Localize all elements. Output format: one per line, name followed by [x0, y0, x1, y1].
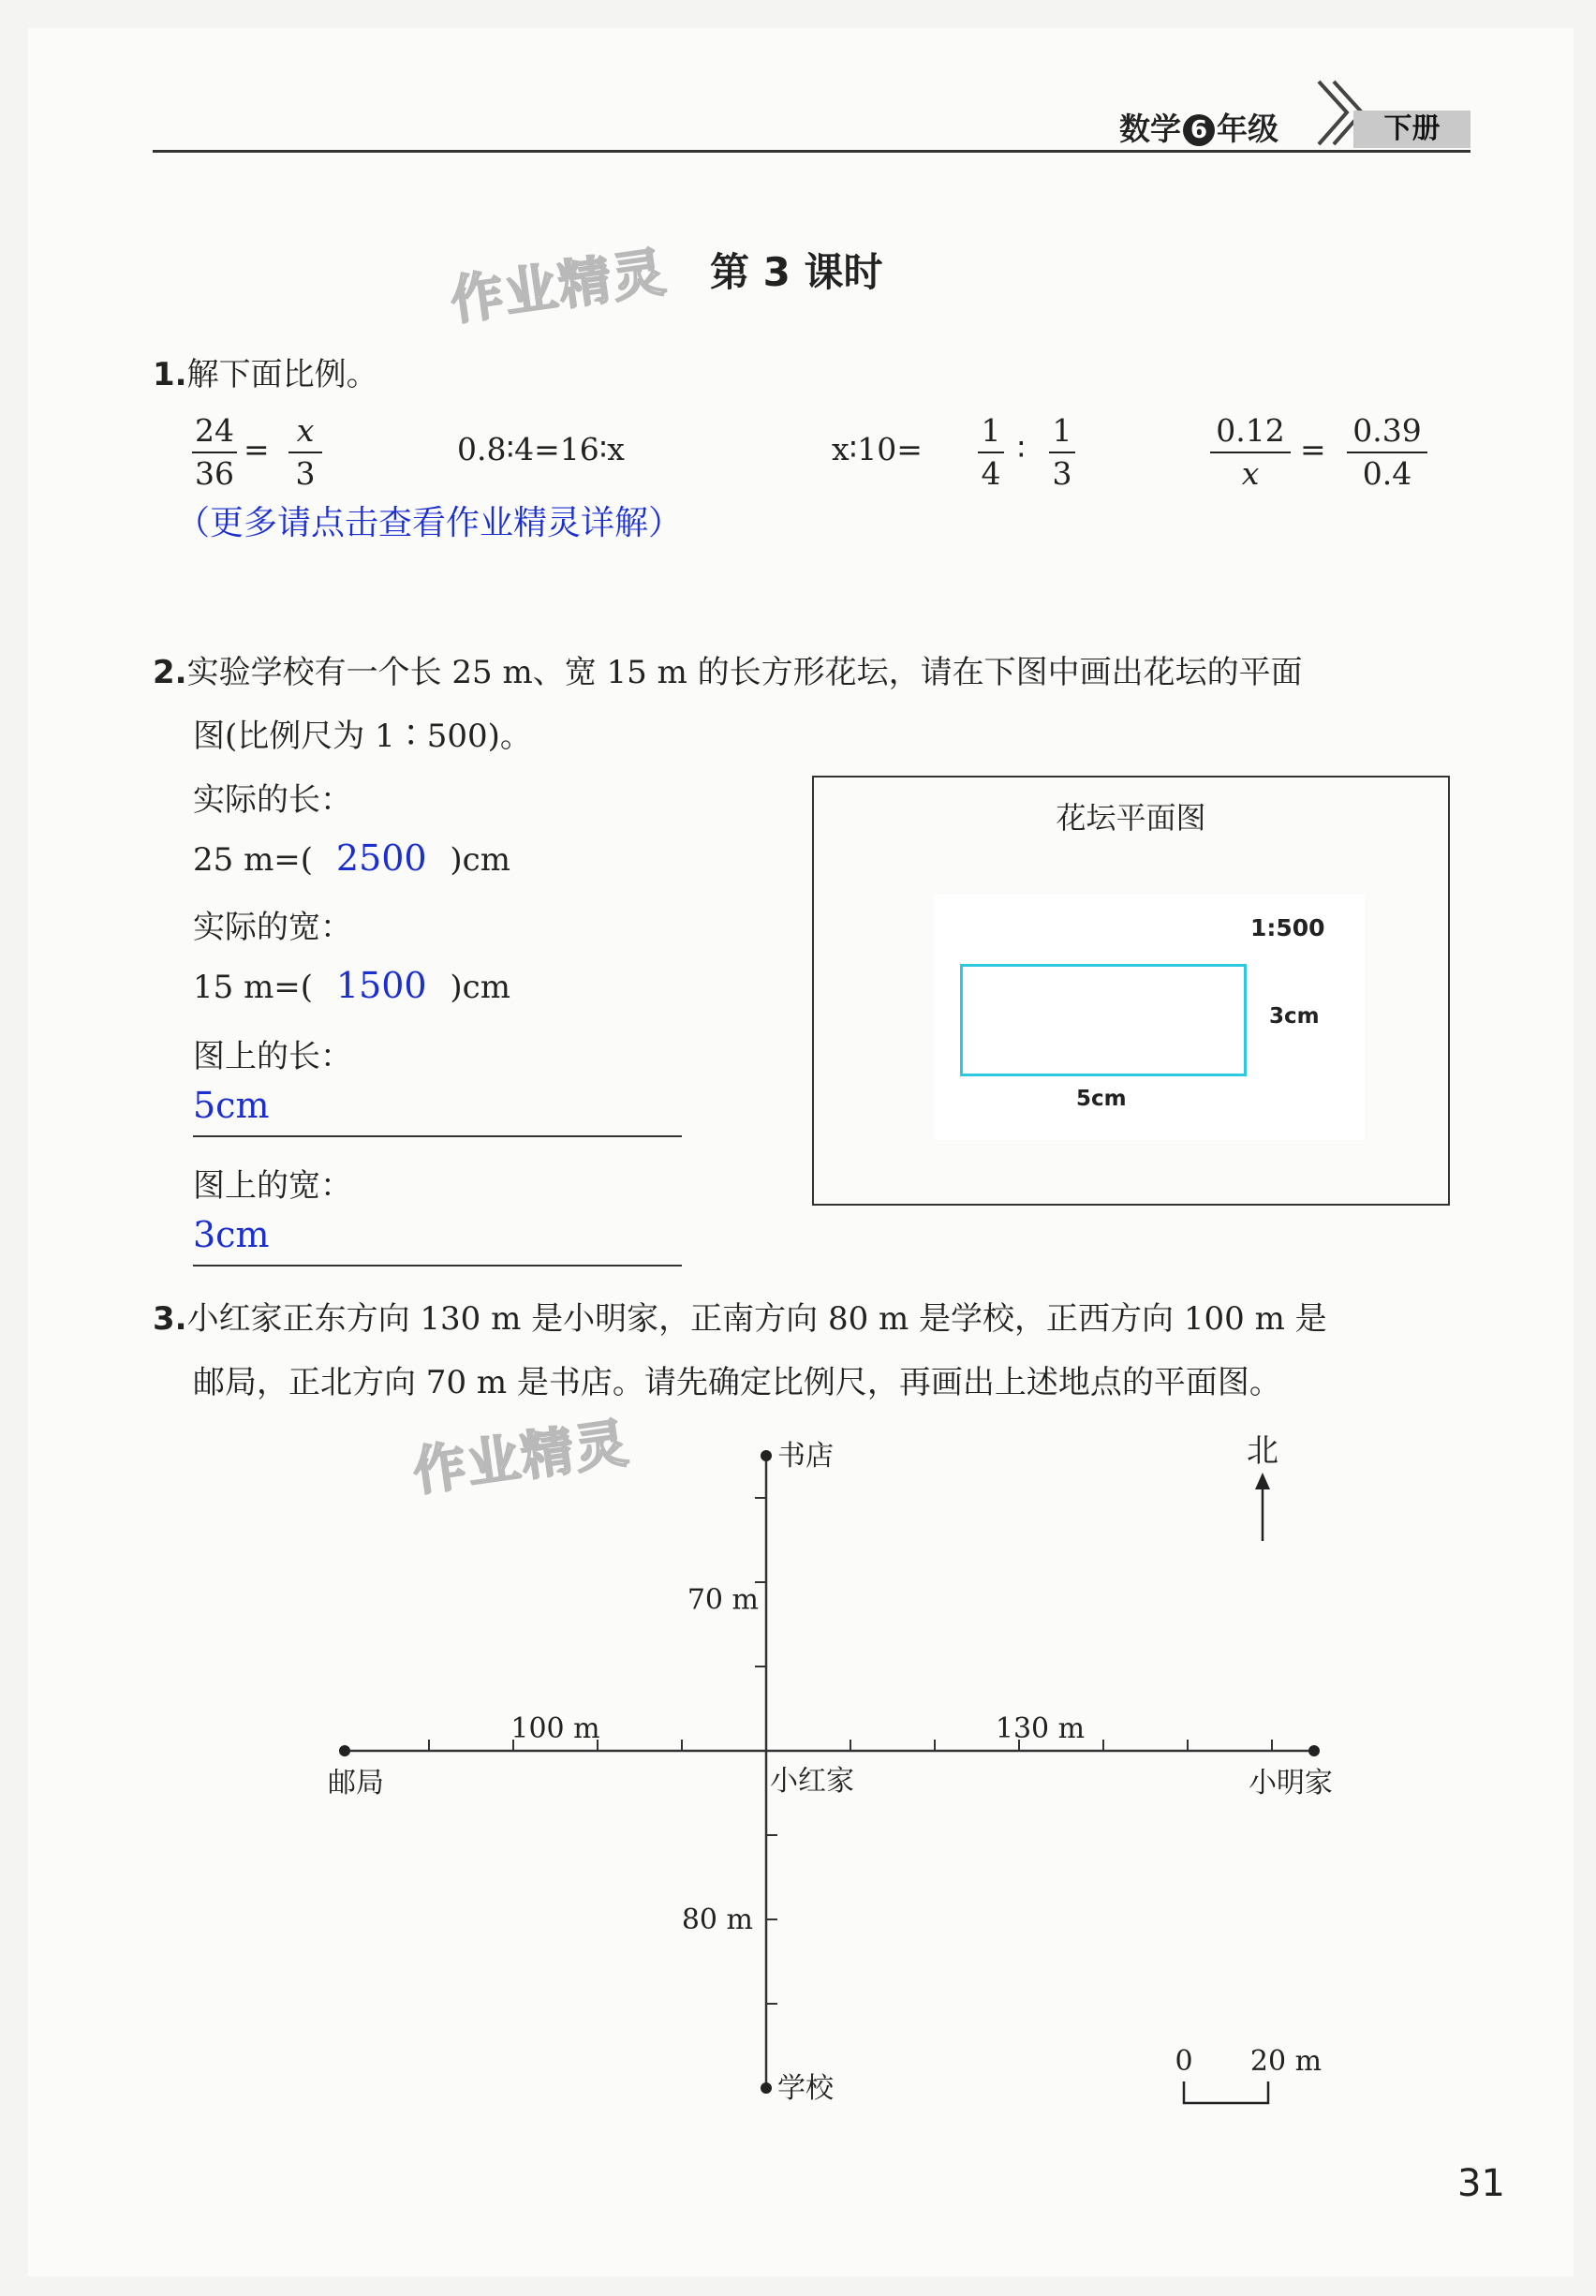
scale-zero-label: 0 [1175, 2045, 1193, 2078]
post-office-label: 邮局 [328, 1767, 384, 1800]
grade-suffix: 年级 [1217, 111, 1278, 147]
school-label: 学校 [777, 2072, 834, 2105]
actual-width-answer: 1500 [335, 965, 427, 1006]
denominator: 3 [295, 455, 316, 492]
north-label: 北 [1247, 1432, 1278, 1470]
actual-length-answer: 2500 [335, 837, 427, 879]
numerator: 0.39 [1352, 412, 1422, 449]
numerator: 1 [981, 412, 1001, 449]
question-text: 小红家正东方向 130 m 是小明家，正南方向 80 m 是学校，正西方向 100 m 是 [186, 1300, 1327, 1338]
numerator: 24 [195, 412, 234, 449]
denominator: 4 [981, 455, 1001, 492]
volume-tab: 下册 [1353, 111, 1470, 148]
numerator: x [296, 412, 315, 449]
map-length-label: 图上的长： [193, 1038, 352, 1075]
actual-width-suffix: )cm [450, 969, 510, 1006]
numerator: 1 [1052, 412, 1072, 449]
south-distance-label: 80 m [681, 1903, 753, 1936]
lesson-title: 第 3 课时 [710, 249, 883, 295]
post-office-point [339, 1745, 350, 1756]
actual-length-suffix: )cm [450, 841, 510, 879]
question-number: 1. [153, 356, 187, 393]
actual-length-prefix: 25 m=( [193, 841, 314, 879]
grade-number-badge: 6 [1183, 114, 1215, 146]
rect-height-label: 3cm [1269, 1004, 1320, 1029]
scale-bar [1184, 2081, 1268, 2103]
xiaoming-home-point [1308, 1745, 1320, 1756]
proportion-prefix: x∶10= [832, 431, 923, 467]
plan-scale: 1:500 [1250, 914, 1325, 941]
proportion-equation: 0.8∶4=16∶x [457, 431, 625, 467]
denominator: 3 [1052, 455, 1072, 492]
rect-width-label: 5cm [1076, 1087, 1127, 1111]
north-distance-label: 70 m [687, 1583, 759, 1617]
denominator: 36 [195, 455, 234, 492]
equals-sign: = [1300, 431, 1326, 467]
actual-width-label: 实际的宽： [193, 909, 352, 946]
map-width-label: 图上的宽： [193, 1167, 352, 1205]
denominator: 0.4 [1362, 455, 1412, 492]
scale-value-label: 20 m [1249, 2045, 1323, 2078]
ratio-colon: ∶ [1017, 431, 1026, 467]
numerator: 0.12 [1216, 412, 1285, 449]
page-number: 31 [1457, 2162, 1505, 2205]
north-arrow-head-icon [1255, 1473, 1270, 1489]
plan-title: 花坛平面图 [1056, 800, 1206, 836]
xiaoming-home-label: 小明家 [1249, 1767, 1333, 1800]
more-solutions-link[interactable]: （更多请点击查看作业精灵详解） [176, 504, 683, 542]
question-2-prompt-line2: 图(比例尺为 1∶500)。 [193, 718, 532, 755]
west-distance-label: 100 m [510, 1712, 600, 1745]
watermark-logo: 作业精灵 [409, 1413, 634, 1504]
actual-width-prefix: 15 m=( [193, 969, 314, 1006]
school-point [761, 2082, 772, 2094]
bookstore-label: 书店 [777, 1440, 834, 1473]
actual-length-label: 实际的长： [193, 781, 352, 819]
map-length-answer: 5cm [193, 1085, 270, 1126]
question-text: 实验学校有一个长 25 m、宽 15 m 的长方形花坛，请在下图中画出花坛的平面 [186, 654, 1303, 691]
question-number: 2. [153, 654, 187, 691]
question-number: 3. [153, 1300, 187, 1338]
subject-label: 数学 [1119, 111, 1181, 147]
east-distance-label: 130 m [995, 1712, 1086, 1745]
xiaohong-home-label: 小红家 [770, 1765, 854, 1798]
denominator: x [1241, 455, 1260, 492]
question-text: 解下面比例。 [186, 356, 378, 393]
map-width-answer: 3cm [193, 1214, 270, 1255]
bookstore-point [761, 1450, 772, 1461]
equals-sign: = [244, 431, 270, 467]
watermark-logo: 作业精灵 [447, 242, 672, 333]
question-3-prompt-line2: 邮局，正北方向 70 m 是书店。请先确定比例尺，再画出上述地点的平面图。 [193, 1364, 1281, 1401]
